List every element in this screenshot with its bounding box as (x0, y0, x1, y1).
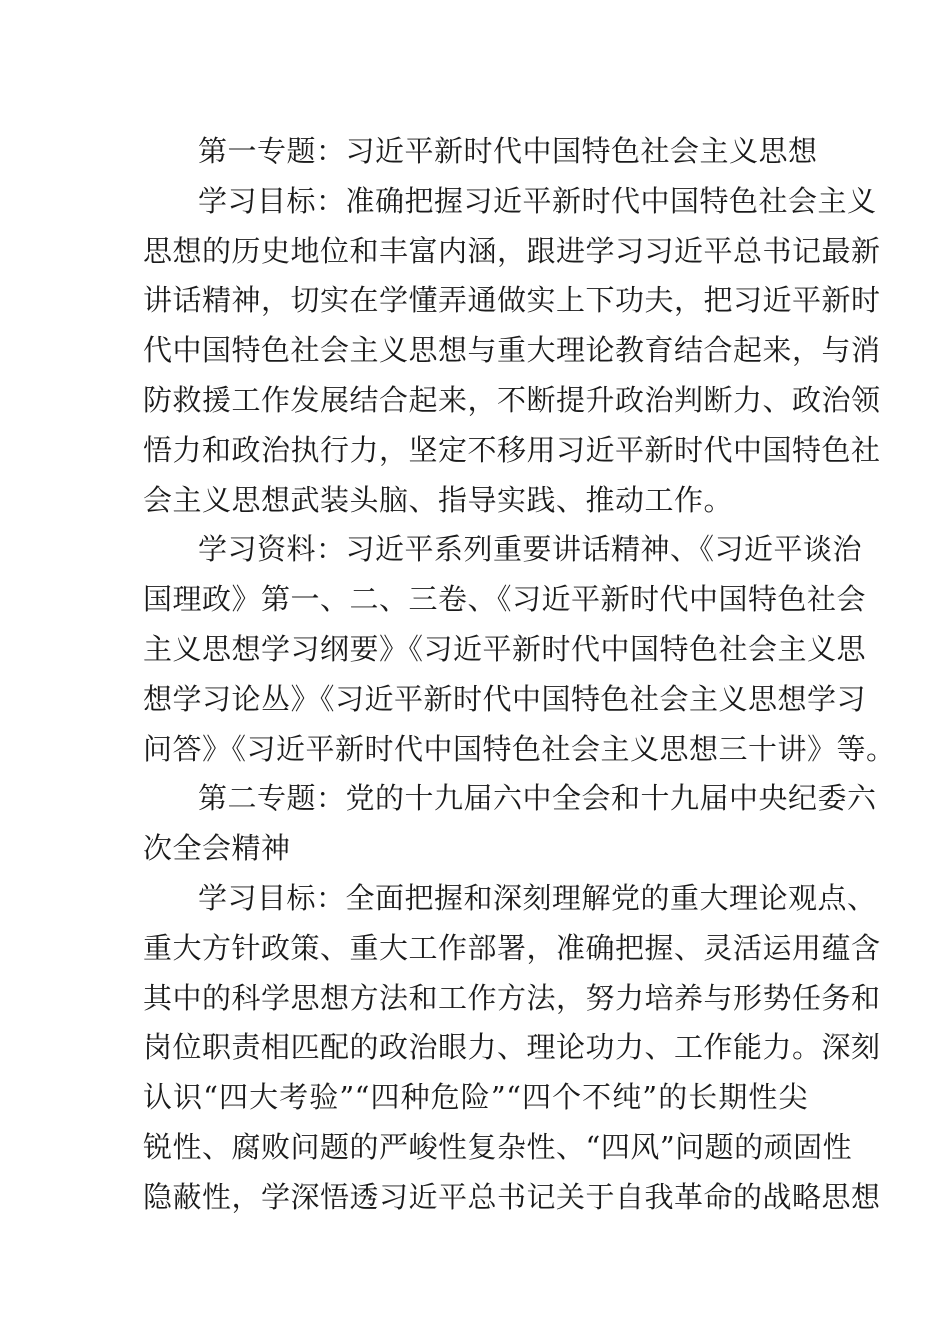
paragraph-line: 次全会精神 (143, 831, 291, 866)
paragraph-line: 学习目标：准确把握习近平新时代中国特色社会主义 (198, 183, 877, 218)
topic-2-goals (143, 874, 881, 1223)
paragraph-line: 学习目标：全面把握和深刻理解党的重大理论观点、 (198, 880, 877, 915)
paragraph-line: 思想的历史地位和丰富内涵，跟进学习习近平总书记最新 (143, 233, 881, 268)
paragraph-line: 悟力和政治执行力，坚定不移用习近平新时代中国特色社 (143, 432, 881, 467)
paragraph-line: 岗位职责相匹配的政治眼力、理论功力、工作能力。深刻 (143, 1030, 881, 1065)
topic-1-materials (143, 525, 896, 774)
paragraph-line: 学习资料：习近平系列重要讲话精神、《习近平谈治 (198, 532, 863, 567)
paragraph-line: 认识“四大考验”“四种危险”“四个不纯”的长期性尖 (143, 1080, 808, 1115)
topic-1-goals (143, 177, 881, 526)
paragraph-line: 想学习论丛》《习近平新时代中国特色社会主义思想学习 (143, 681, 867, 716)
paragraph-line: 主义思想学习纲要》《习近平新时代中国特色社会主义思 (143, 631, 867, 666)
document-body (143, 127, 896, 1223)
paragraph-line: 问答》《习近平新时代中国特色社会主义思想三十讲》等。 (143, 731, 896, 766)
paragraph-line: 重大方针政策、重大工作部署，准确把握、灵活运用蕴含 (143, 930, 881, 965)
paragraph-line: 防救援工作发展结合起来，不断提升政治判断力、政治领 (143, 382, 881, 417)
topic-2-heading (143, 774, 877, 874)
paragraph-line: 讲话精神，切实在学懂弄通做实上下功夫，把习近平新时 (143, 283, 881, 318)
paragraph-line: 第二专题：党的十九届六中全会和十九届中央纪委六 (198, 781, 877, 816)
paragraph-line: 第一专题：习近平新时代中国特色社会主义思想 (198, 134, 818, 168)
paragraph-line: 锐性、腐败问题的严峻性复杂性、“四风”问题的顽固性 (143, 1129, 853, 1164)
paragraph-line: 会主义思想武装头脑、指导实践、推动工作。 (143, 482, 734, 517)
paragraph-line: 代中国特色社会主义思想与重大理论教育结合起来，与消 (143, 333, 881, 368)
topic-1-heading (143, 127, 818, 177)
paragraph-line: 其中的科学思想方法和工作方法，努力培养与形势任务和 (143, 980, 881, 1015)
paragraph-line: 隐蔽性，学深悟透习近平总书记关于自我革命的战略思想 (143, 1179, 881, 1214)
paragraph-line: 国理政》第一、二、三卷、《习近平新时代中国特色社会 (143, 582, 867, 617)
